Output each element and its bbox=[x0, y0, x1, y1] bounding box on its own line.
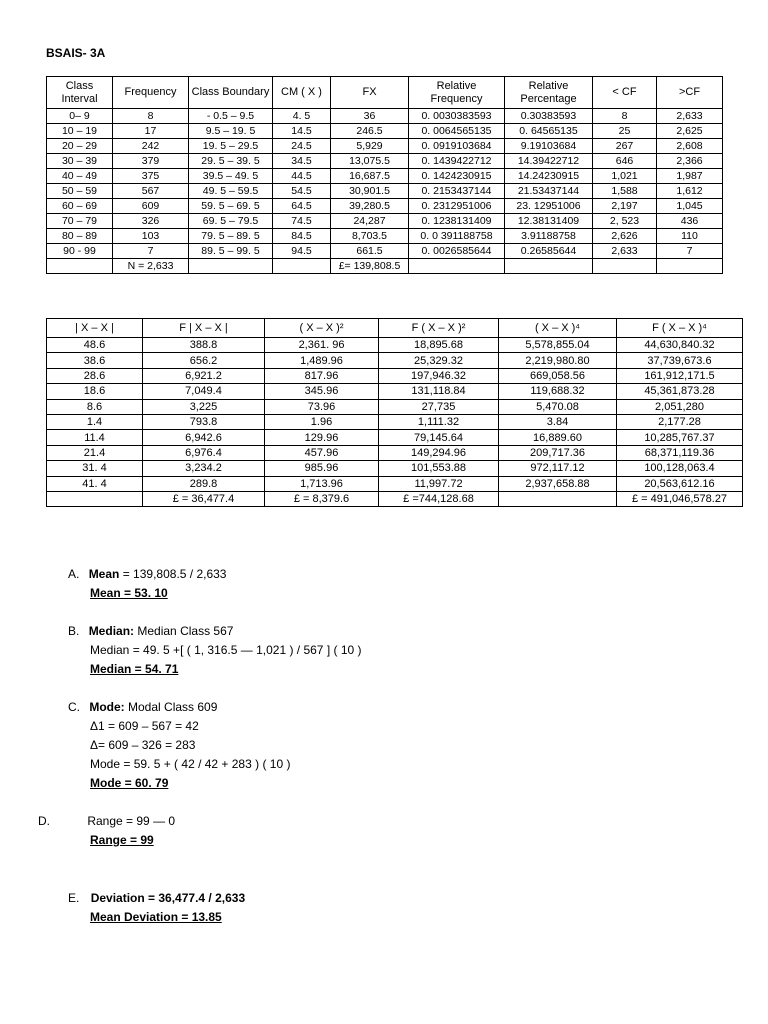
mode-delta2: Δ= 609 – 326 = 283 bbox=[90, 738, 196, 752]
table1-cell: 7 bbox=[113, 244, 189, 259]
table1-cell: 40 – 49 bbox=[47, 169, 113, 184]
table1-cell: 1,612 bbox=[657, 184, 723, 199]
table2-cell: 25,329.32 bbox=[379, 353, 499, 368]
table1-cell: 0.30383593 bbox=[505, 109, 593, 124]
table1-cell: 74.5 bbox=[273, 214, 331, 229]
table2-cell: 1,713.96 bbox=[265, 476, 379, 491]
table1-cell: 21.53437144 bbox=[505, 184, 593, 199]
table1-cell: 79. 5 – 89. 5 bbox=[189, 229, 273, 244]
table1-cell: 2,633 bbox=[593, 244, 657, 259]
table1-cell: 84.5 bbox=[273, 229, 331, 244]
table1-cell: 5,929 bbox=[331, 139, 409, 154]
table2-cell: 131,118.84 bbox=[379, 384, 499, 399]
table1-header-cell: Relative Percentage bbox=[505, 77, 593, 109]
mode-formula: Mode = 59. 5 + ( 42 / 42 + 283 ) ( 10 ) bbox=[90, 757, 291, 771]
table2-cell: 1,111.32 bbox=[379, 414, 499, 429]
table1-total-cell bbox=[505, 259, 593, 274]
table2-cell: 41. 4 bbox=[47, 476, 143, 491]
table-row bbox=[47, 184, 723, 199]
table1-cell: 10 – 19 bbox=[47, 124, 113, 139]
table2-cell: 20,563,612.16 bbox=[617, 476, 743, 491]
table2-cell: 11,997.72 bbox=[379, 476, 499, 491]
table2-totals-row bbox=[47, 491, 743, 506]
table2-cell: 129.96 bbox=[265, 430, 379, 445]
table1-cell: 326 bbox=[113, 214, 189, 229]
median-letter: B. bbox=[68, 624, 80, 638]
table1-cell: 59. 5 – 69. 5 bbox=[189, 199, 273, 214]
table2-header-row bbox=[47, 319, 743, 338]
deviation-letter: E. bbox=[68, 891, 80, 905]
table2-total-cell bbox=[47, 491, 143, 506]
table1-cell: 0. 1439422712 bbox=[409, 154, 505, 169]
table1-body bbox=[47, 109, 723, 274]
table2-cell: 21.4 bbox=[47, 445, 143, 460]
table1-cell: 0. 64565135 bbox=[505, 124, 593, 139]
table1-cell: 54.5 bbox=[273, 184, 331, 199]
table-row bbox=[47, 399, 743, 414]
table1-cell: 34.5 bbox=[273, 154, 331, 169]
table1-total-cell bbox=[657, 259, 723, 274]
table-row bbox=[47, 384, 743, 399]
table2-cell: 197,946.32 bbox=[379, 368, 499, 383]
table2-cell: 1.96 bbox=[265, 414, 379, 429]
mode-letter: C. bbox=[68, 700, 80, 714]
table1-cell: 2,366 bbox=[657, 154, 723, 169]
table2-cell: 28.6 bbox=[47, 368, 143, 383]
table1-cell: 242 bbox=[113, 139, 189, 154]
table-row bbox=[47, 214, 723, 229]
table-row bbox=[47, 414, 743, 429]
table2-header-cell: ( X – X )⁴ bbox=[499, 319, 617, 338]
table2-cell: 6,921.2 bbox=[143, 368, 265, 383]
table2-cell: 8.6 bbox=[47, 399, 143, 414]
table1-cell: 14.24230915 bbox=[505, 169, 593, 184]
range-result: Range = 99 bbox=[90, 833, 154, 847]
table1-cell: 29. 5 – 39. 5 bbox=[189, 154, 273, 169]
table1-total-cell bbox=[189, 259, 273, 274]
table2-header-cell: F ( X – X )² bbox=[379, 319, 499, 338]
table-row bbox=[47, 199, 723, 214]
table2-cell: 37,739,673.6 bbox=[617, 353, 743, 368]
table1-cell: 379 bbox=[113, 154, 189, 169]
table2-cell: 100,128,063.4 bbox=[617, 461, 743, 476]
median-result: Median = 54. 71 bbox=[90, 662, 179, 676]
table1-header-cell: Relative Frequency bbox=[409, 77, 505, 109]
table1-cell: 1,987 bbox=[657, 169, 723, 184]
table2-cell: 18,895.68 bbox=[379, 338, 499, 353]
table-row bbox=[47, 338, 743, 353]
section-range bbox=[38, 812, 175, 850]
table2-cell: 972,117.12 bbox=[499, 461, 617, 476]
table1-cell: 0. 2153437144 bbox=[409, 184, 505, 199]
table2-header-cell: ( X – X )² bbox=[265, 319, 379, 338]
table1-total-cell: N = 2,633 bbox=[113, 259, 189, 274]
table2-cell: 457.96 bbox=[265, 445, 379, 460]
table2-cell: 79,145.64 bbox=[379, 430, 499, 445]
table2-cell: 161,912,171.5 bbox=[617, 368, 743, 383]
table1-header-cell: CM ( X ) bbox=[273, 77, 331, 109]
table2-cell: 209,717.36 bbox=[499, 445, 617, 460]
table1-header-cell: FX bbox=[331, 77, 409, 109]
table2-body bbox=[47, 338, 743, 507]
table2-total-cell: £ =744,128.68 bbox=[379, 491, 499, 506]
range-letter: D. bbox=[38, 814, 50, 828]
table1-cell: 19. 5 – 29.5 bbox=[189, 139, 273, 154]
table1-cell: 0– 9 bbox=[47, 109, 113, 124]
table1-total-cell bbox=[409, 259, 505, 274]
table2-cell: 18.6 bbox=[47, 384, 143, 399]
table-row bbox=[47, 139, 723, 154]
table1-cell: 8,703.5 bbox=[331, 229, 409, 244]
section-mode bbox=[68, 698, 290, 793]
mean-letter: A. bbox=[68, 567, 80, 581]
table1-cell: 1,021 bbox=[593, 169, 657, 184]
table1-cell: 9.5 – 19. 5 bbox=[189, 124, 273, 139]
table1-cell: 267 bbox=[593, 139, 657, 154]
table1-cell: 80 – 89 bbox=[47, 229, 113, 244]
table2-header-cell: F ( X – X )⁴ bbox=[617, 319, 743, 338]
table2-cell: 3,234.2 bbox=[143, 461, 265, 476]
mean-label: Mean bbox=[88, 567, 120, 581]
table1-cell: 0. 0030383593 bbox=[409, 109, 505, 124]
mean-result: Mean = 53. 10 bbox=[90, 586, 168, 600]
table1-cell: 1,045 bbox=[657, 199, 723, 214]
table2-total-cell: £ = 8,379.6 bbox=[265, 491, 379, 506]
table1-cell: 39,280.5 bbox=[331, 199, 409, 214]
table1-cell: 69. 5 – 79.5 bbox=[189, 214, 273, 229]
table1-totals-row bbox=[47, 259, 723, 274]
mean-deviation-result: Mean Deviation = 13.85 bbox=[90, 910, 222, 924]
table1-cell: 14.39422712 bbox=[505, 154, 593, 169]
table1-cell: 567 bbox=[113, 184, 189, 199]
table1-cell: 110 bbox=[657, 229, 723, 244]
table1-cell: 30,901.5 bbox=[331, 184, 409, 199]
table1-cell: 8 bbox=[593, 109, 657, 124]
table1-cell: 2,626 bbox=[593, 229, 657, 244]
table2-cell: 2,177.28 bbox=[617, 414, 743, 429]
table2-cell: 2,051,280 bbox=[617, 399, 743, 414]
table-row bbox=[47, 124, 723, 139]
table2-cell: 5,470.08 bbox=[499, 399, 617, 414]
table1-cell: 0. 2312951006 bbox=[409, 199, 505, 214]
table1-cell: 2,625 bbox=[657, 124, 723, 139]
table-row bbox=[47, 169, 723, 184]
table1-cell: 64.5 bbox=[273, 199, 331, 214]
table2-cell: 2,937,658.88 bbox=[499, 476, 617, 491]
table1-cell: 30 – 39 bbox=[47, 154, 113, 169]
mode-result: Mode = 60. 79 bbox=[90, 776, 169, 790]
table2-cell: 6,942.6 bbox=[143, 430, 265, 445]
table1-cell: 2,197 bbox=[593, 199, 657, 214]
table1-cell: 0. 0026585644 bbox=[409, 244, 505, 259]
table1-cell: 375 bbox=[113, 169, 189, 184]
table1-cell: 2,633 bbox=[657, 109, 723, 124]
table-row bbox=[47, 353, 743, 368]
section-deviation bbox=[68, 889, 245, 927]
table1-cell: 23. 12951006 bbox=[505, 199, 593, 214]
table1-cell: 39.5 – 49. 5 bbox=[189, 169, 273, 184]
table1-cell: 246.5 bbox=[331, 124, 409, 139]
table2-cell: 3.84 bbox=[499, 414, 617, 429]
mean-formula: = 139,808.5 / 2,633 bbox=[122, 567, 227, 581]
table2-cell: 16,889.60 bbox=[499, 430, 617, 445]
table2-cell: 3,225 bbox=[143, 399, 265, 414]
table1-header-cell: Class Interval bbox=[47, 77, 113, 109]
table2-cell: 388.8 bbox=[143, 338, 265, 353]
table1-cell: 0. 0064565135 bbox=[409, 124, 505, 139]
table-row bbox=[47, 154, 723, 169]
table1-cell: 4. 5 bbox=[273, 109, 331, 124]
table-row bbox=[47, 109, 723, 124]
table2-cell: 31. 4 bbox=[47, 461, 143, 476]
table1-cell: 17 bbox=[113, 124, 189, 139]
table1-cell: 90 - 99 bbox=[47, 244, 113, 259]
table1-cell: 70 – 79 bbox=[47, 214, 113, 229]
table1-cell: 36 bbox=[331, 109, 409, 124]
table2-cell: 817.96 bbox=[265, 368, 379, 383]
table-row bbox=[47, 461, 743, 476]
table-row bbox=[47, 445, 743, 460]
table1-cell: 2,608 bbox=[657, 139, 723, 154]
table2-total-cell bbox=[499, 491, 617, 506]
table1-cell: 0. 1424230915 bbox=[409, 169, 505, 184]
deviation-table bbox=[46, 318, 743, 507]
frequency-distribution-table bbox=[46, 76, 723, 274]
table1-total-cell: £= 139,808.5 bbox=[331, 259, 409, 274]
table2-cell: 5,578,855.04 bbox=[499, 338, 617, 353]
table-row bbox=[47, 476, 743, 491]
table1-cell: 2, 523 bbox=[593, 214, 657, 229]
table-row bbox=[47, 430, 743, 445]
table1-cell: 661.5 bbox=[331, 244, 409, 259]
median-formula: Median = 49. 5 +[ ( 1, 316.5 — 1,021 ) / 567 ] ( 10 ) bbox=[90, 643, 362, 657]
table2-cell: 38.6 bbox=[47, 353, 143, 368]
table2-cell: 10,285,767.37 bbox=[617, 430, 743, 445]
table1-cell: 25 bbox=[593, 124, 657, 139]
table-row bbox=[47, 368, 743, 383]
table1-cell: 646 bbox=[593, 154, 657, 169]
table1-cell: 24.5 bbox=[273, 139, 331, 154]
table1-header-row bbox=[47, 77, 723, 109]
table2-cell: 289.8 bbox=[143, 476, 265, 491]
table1-cell: 103 bbox=[113, 229, 189, 244]
table2-cell: 73.96 bbox=[265, 399, 379, 414]
table2-cell: 101,553.88 bbox=[379, 461, 499, 476]
table1-cell: 0. 1238131409 bbox=[409, 214, 505, 229]
table2-total-cell: £ = 491,046,578.27 bbox=[617, 491, 743, 506]
table1-header-cell: Frequency bbox=[113, 77, 189, 109]
table1-cell: 0.26585644 bbox=[505, 244, 593, 259]
table2-cell: 345.96 bbox=[265, 384, 379, 399]
table1-cell: 50 – 59 bbox=[47, 184, 113, 199]
table1-cell: 49. 5 – 59.5 bbox=[189, 184, 273, 199]
modal-class: Modal Class 609 bbox=[128, 700, 218, 714]
table1-cell: 0. 0919103684 bbox=[409, 139, 505, 154]
table2-cell: 7,049.4 bbox=[143, 384, 265, 399]
table1-cell: 14.5 bbox=[273, 124, 331, 139]
table1-cell: 3.91188758 bbox=[505, 229, 593, 244]
table1-total-cell bbox=[593, 259, 657, 274]
table2-total-cell: £ = 36,477.4 bbox=[143, 491, 265, 506]
mode-delta1: Δ1 = 609 – 567 = 42 bbox=[90, 719, 199, 733]
table1-cell: 44.5 bbox=[273, 169, 331, 184]
range-formula: Range = 99 — 0 bbox=[87, 814, 176, 828]
table1-cell: 0. 0 391188758 bbox=[409, 229, 505, 244]
table2-cell: 793.8 bbox=[143, 414, 265, 429]
table2-cell: 44,630,840.32 bbox=[617, 338, 743, 353]
table2-cell: 68,371,119.36 bbox=[617, 445, 743, 460]
table1-cell: 9.19103684 bbox=[505, 139, 593, 154]
table2-cell: 6,976.4 bbox=[143, 445, 265, 460]
table2-cell: 149,294.96 bbox=[379, 445, 499, 460]
table2-cell: 27,735 bbox=[379, 399, 499, 414]
table2-cell: 2,219,980.80 bbox=[499, 353, 617, 368]
table1-cell: 609 bbox=[113, 199, 189, 214]
table1-header-cell: >CF bbox=[657, 77, 723, 109]
table1-cell: 7 bbox=[657, 244, 723, 259]
table1-cell: 89. 5 – 99. 5 bbox=[189, 244, 273, 259]
table2-cell: 45,361,873.28 bbox=[617, 384, 743, 399]
table1-cell: 12.38131409 bbox=[505, 214, 593, 229]
table1-header-cell: < CF bbox=[593, 77, 657, 109]
table-row bbox=[47, 229, 723, 244]
table2-cell: 1,489.96 bbox=[265, 353, 379, 368]
table2-header-cell: F | X – X | bbox=[143, 319, 265, 338]
mode-label: Mode: bbox=[89, 700, 125, 714]
deviation-formula: Deviation = 36,477.4 / 2,633 bbox=[90, 891, 246, 905]
page-title: BSAIS- 3A bbox=[46, 46, 106, 60]
table2-cell: 11.4 bbox=[47, 430, 143, 445]
median-label: Median: bbox=[88, 624, 135, 638]
table2-cell: 48.6 bbox=[47, 338, 143, 353]
table1-cell: 16,687.5 bbox=[331, 169, 409, 184]
table2-cell: 2,361. 96 bbox=[265, 338, 379, 353]
section-median bbox=[68, 622, 362, 679]
table2-cell: 669,058.56 bbox=[499, 368, 617, 383]
table2-cell: 1.4 bbox=[47, 414, 143, 429]
table1-cell: 1,588 bbox=[593, 184, 657, 199]
table1-header-cell: Class Boundary bbox=[189, 77, 273, 109]
table1-cell: - 0.5 – 9.5 bbox=[189, 109, 273, 124]
table2-header-cell: | X – X | bbox=[47, 319, 143, 338]
section-mean bbox=[68, 565, 226, 603]
table-row bbox=[47, 244, 723, 259]
table1-cell: 60 – 69 bbox=[47, 199, 113, 214]
table2-cell: 656.2 bbox=[143, 353, 265, 368]
table1-cell: 13,075.5 bbox=[331, 154, 409, 169]
table1-cell: 8 bbox=[113, 109, 189, 124]
median-class: Median Class 567 bbox=[137, 624, 234, 638]
table1-cell: 24,287 bbox=[331, 214, 409, 229]
table2-cell: 119,688.32 bbox=[499, 384, 617, 399]
table1-cell: 94.5 bbox=[273, 244, 331, 259]
table1-cell: 20 – 29 bbox=[47, 139, 113, 154]
table1-total-cell bbox=[273, 259, 331, 274]
table2-cell: 985.96 bbox=[265, 461, 379, 476]
table1-cell: 436 bbox=[657, 214, 723, 229]
table1-total-cell bbox=[47, 259, 113, 274]
